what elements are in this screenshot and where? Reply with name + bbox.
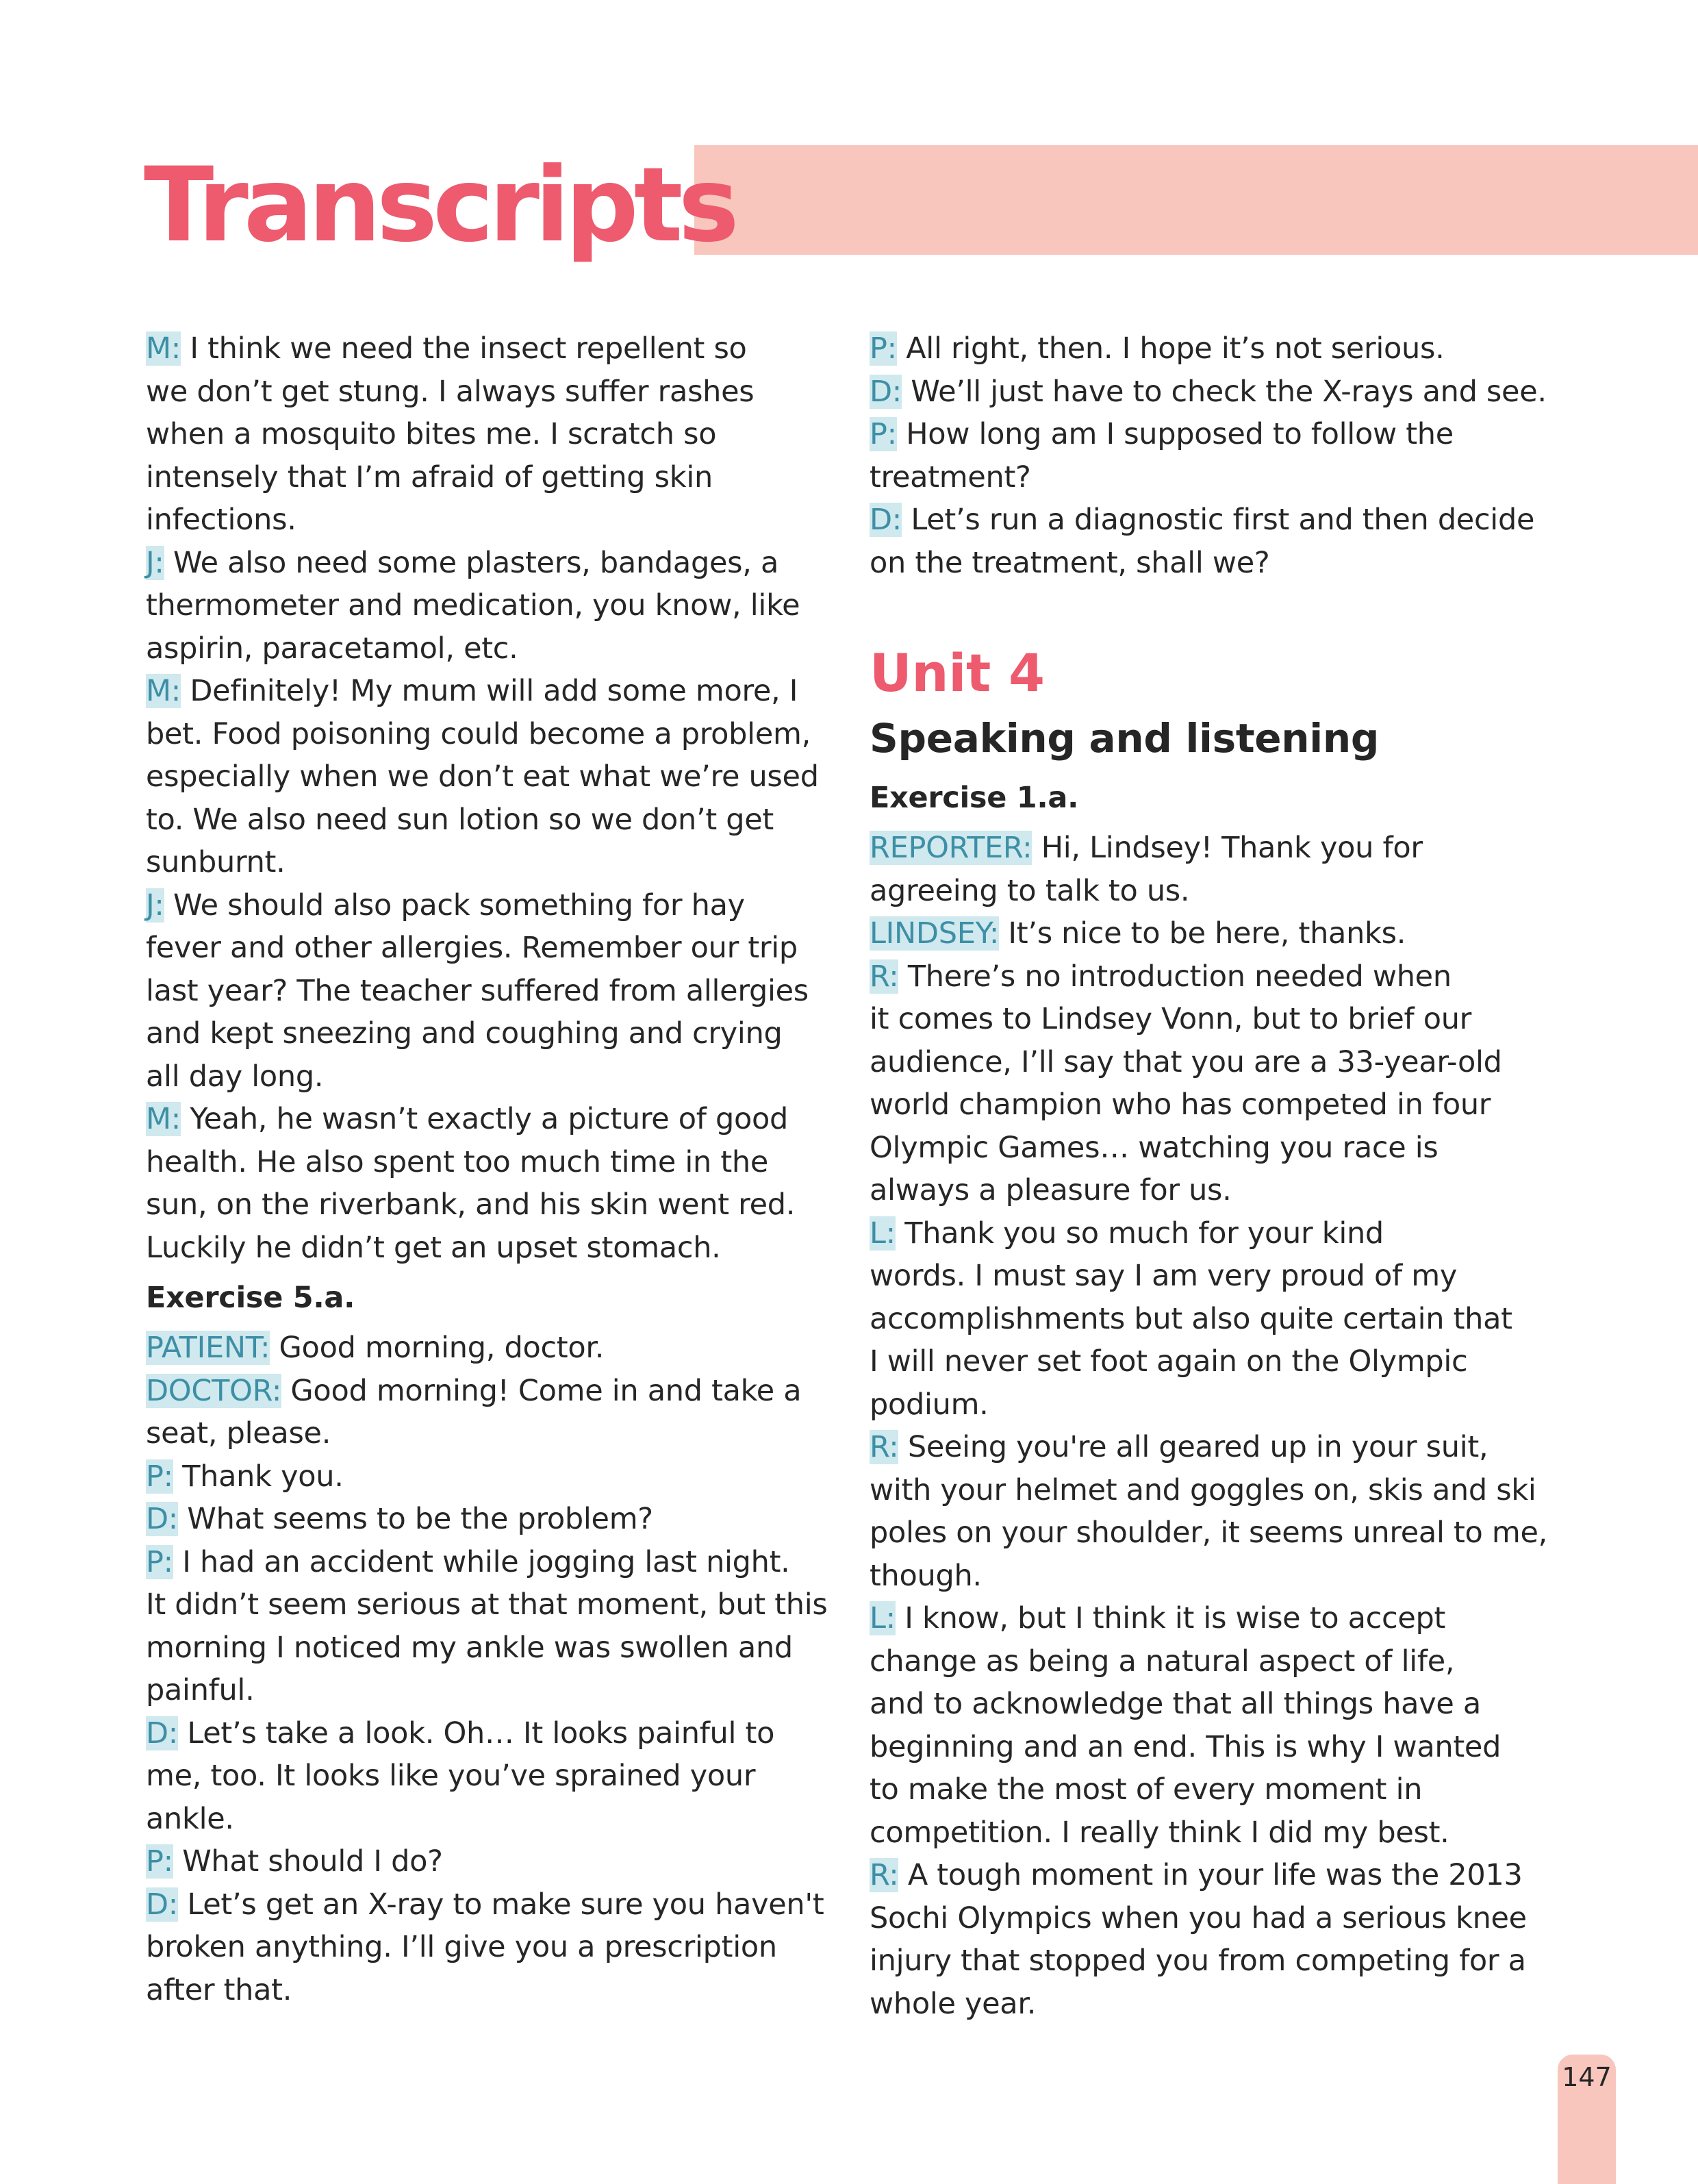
transcript-line — [146, 927, 831, 970]
line-text: It’s nice to be here, thanks. — [999, 916, 1406, 951]
line-text: last year? The teacher suffered from allergies — [146, 973, 809, 1008]
transcript-line — [870, 1255, 1568, 1298]
transcript-line — [870, 1640, 1568, 1683]
transcript-line — [870, 499, 1568, 542]
spacer — [870, 584, 1568, 639]
line-text: seat, please. — [146, 1416, 331, 1451]
transcript-line — [146, 1840, 831, 1883]
line-text: Let’s run a diagnostic first and then decide — [902, 503, 1535, 537]
line-text: thermometer and medication, you know, like — [146, 588, 800, 623]
transcript-line — [870, 1083, 1568, 1127]
transcript-line — [870, 1511, 1568, 1555]
line-text: to. We also need sun lotion so we don’t get — [146, 802, 774, 837]
transcript-line — [870, 456, 1568, 499]
line-text: accomplishments but also quite certain that — [870, 1301, 1512, 1336]
line-text: treatment? — [870, 460, 1031, 494]
exercise-heading: Exercise 5.a. — [146, 1281, 355, 1315]
section-heading: Speaking and listening — [870, 715, 1380, 762]
line-text: injury that stopped you from competing for a — [870, 1944, 1526, 1978]
line-text: competition. I really think I did my best. — [870, 1815, 1449, 1850]
line-text: Good morning! Come in and take a — [281, 1373, 802, 1408]
line-text: intensely that I’m afraid of getting skin — [146, 460, 713, 494]
line-text: sunburnt. — [146, 845, 286, 879]
transcript-line — [146, 627, 831, 670]
line-text: though. — [870, 1558, 982, 1593]
speaker-label: D: — [870, 503, 902, 537]
line-text: Thank you. — [173, 1459, 344, 1494]
line-text: painful. — [146, 1673, 255, 1707]
transcript-line — [870, 371, 1568, 414]
speaker-label: J: — [146, 888, 164, 922]
speaker-label: P: — [146, 1459, 173, 1494]
line-text: Thank you so much for your kind — [895, 1216, 1384, 1251]
transcript-line — [146, 413, 831, 456]
transcript-line — [146, 456, 831, 499]
transcript-line — [870, 1768, 1568, 1811]
line-text: morning I noticed my ankle was swollen and — [146, 1630, 793, 1665]
transcript-line — [146, 1798, 831, 1841]
transcript-line — [146, 1012, 831, 1055]
transcript-line — [146, 1583, 831, 1627]
transcript-line — [870, 1726, 1568, 1769]
speaker-label: R: — [870, 959, 899, 994]
line-text: All right, then. I hope it’s not serious. — [896, 331, 1445, 366]
transcript-line — [146, 1327, 831, 1370]
transcript-block — [870, 827, 1568, 2025]
line-text: it comes to Lindsey Vonn, but to brief our — [870, 1002, 1472, 1036]
line-text: after that. — [146, 1972, 292, 2007]
transcript-line — [870, 955, 1568, 999]
speaker-label: LINDSEY: — [870, 916, 1000, 951]
line-text: It didn’t seem serious at that moment, but this — [146, 1587, 828, 1622]
exercise-heading: Exercise 1.a. — [870, 781, 1079, 815]
line-text: and kept sneezing and coughing and crying — [146, 1016, 783, 1051]
line-text: and to acknowledge that all things have a — [870, 1687, 1481, 1721]
speaker-label: P: — [870, 331, 897, 366]
line-text: Let’s take a look. Oh… It looks painful to — [178, 1716, 775, 1750]
transcript-line — [870, 1212, 1568, 1255]
transcript-line — [146, 1712, 831, 1755]
transcript-line — [146, 1498, 831, 1541]
line-text: especially when we don’t eat what we’re used — [146, 760, 819, 794]
line-text: bet. Food poisoning could become a problem, — [146, 716, 811, 751]
transcript-block — [870, 327, 1568, 584]
transcript-line — [870, 1298, 1568, 1341]
line-text: Seeing you're all geared up in your suit, — [898, 1430, 1488, 1464]
transcript-line — [146, 1055, 831, 1099]
line-text: infections. — [146, 503, 296, 537]
line-text: health. He also spent too much time in the — [146, 1144, 769, 1179]
transcript-line — [146, 884, 831, 927]
transcript-line — [870, 327, 1568, 371]
transcript-line — [146, 371, 831, 414]
transcript-block — [146, 1327, 831, 2011]
line-text: to make the most of every moment in — [870, 1772, 1423, 1807]
transcript-line — [146, 1183, 831, 1227]
transcript-line — [146, 1969, 831, 2012]
transcript-line — [870, 998, 1568, 1041]
transcript-line — [146, 670, 831, 713]
transcript-line — [146, 1669, 831, 1712]
transcript-line — [870, 1811, 1568, 1855]
line-text: There’s no introduction needed when — [898, 959, 1452, 994]
speaker-label: PATIENT: — [146, 1331, 270, 1365]
transcript-line — [146, 755, 831, 799]
transcript-line — [146, 1541, 831, 1584]
line-text: I think we need the insect repellent so — [181, 331, 747, 366]
speaker-label: D: — [146, 1887, 178, 1922]
transcript-line — [870, 1940, 1568, 1983]
line-text: world champion who has competed in four — [870, 1088, 1491, 1122]
line-text: Definitely! My mum will add some more, I — [181, 674, 798, 708]
speaker-label: P: — [146, 1844, 173, 1879]
transcript-line — [870, 1127, 1568, 1170]
line-text: We also need some plasters, bandages, a — [164, 545, 779, 580]
transcript-line — [870, 827, 1568, 870]
line-text: Hi, Lindsey! Thank you for — [1032, 831, 1423, 865]
speaker-label: L: — [870, 1601, 896, 1635]
transcript-block — [146, 327, 831, 1269]
transcript-line — [146, 799, 831, 842]
speaker-label: R: — [870, 1430, 899, 1464]
line-text: Good morning, doctor. — [270, 1331, 605, 1365]
line-text: ankle. — [146, 1801, 234, 1836]
line-text: broken anything. I’ll give you a prescription — [146, 1930, 777, 1964]
title-band — [694, 145, 1698, 255]
transcript-line — [870, 1897, 1568, 1940]
transcript-line — [870, 1469, 1568, 1512]
line-text: What seems to be the problem? — [178, 1502, 653, 1536]
line-text: poles on your shoulder, it seems unreal to me, — [870, 1516, 1548, 1550]
transcript-line — [146, 1141, 831, 1184]
transcript-line — [146, 970, 831, 1013]
line-text: I will never set foot again on the Olympic — [870, 1344, 1468, 1379]
transcript-line — [870, 1426, 1568, 1469]
transcript-line — [146, 1926, 831, 1969]
line-text: on the treatment, shall we? — [870, 545, 1270, 580]
transcript-line — [146, 1412, 831, 1455]
line-text: me, too. It looks like you’ve sprained your — [146, 1759, 756, 1793]
line-text: all day long. — [146, 1059, 324, 1094]
speaker-label: D: — [146, 1716, 178, 1750]
speaker-label: J: — [146, 545, 164, 580]
right-column — [870, 327, 1568, 2025]
transcript-line — [870, 1983, 1568, 2026]
line-text: fever and other allergies. Remember our trip — [146, 931, 798, 965]
speaker-label: DOCTOR: — [146, 1373, 282, 1408]
line-text: podium. — [870, 1387, 989, 1422]
line-text: audience, I’ll say that you are a 33-year-old — [870, 1044, 1502, 1079]
speaker-label: M: — [146, 331, 181, 366]
line-text: I know, but I think it is wise to accept — [895, 1601, 1446, 1635]
transcript-line — [146, 1883, 831, 1926]
speaker-label: P: — [870, 417, 897, 451]
page-title: Transcripts — [144, 146, 735, 265]
transcript-line — [870, 1041, 1568, 1084]
transcript-line — [870, 1854, 1568, 1897]
unit-heading: Unit 4 — [870, 642, 1045, 703]
speaker-label: L: — [870, 1216, 896, 1251]
line-text: Olympic Games… watching you race is — [870, 1130, 1439, 1165]
transcript-line — [146, 713, 831, 756]
speaker-label: R: — [870, 1858, 899, 1892]
speaker-label: M: — [146, 1102, 181, 1136]
speaker-label: P: — [146, 1544, 173, 1579]
line-text: aspirin, paracetamol, etc. — [146, 631, 518, 666]
line-text: Luckily he didn’t get an upset stomach. — [146, 1230, 721, 1265]
transcript-line — [870, 1169, 1568, 1212]
transcript-line — [870, 413, 1568, 456]
transcript-line — [146, 1227, 831, 1270]
transcript-line — [870, 542, 1568, 585]
line-text: with your helmet and goggles on, skis and ski — [870, 1472, 1536, 1507]
line-text: words. I must say I am very proud of my — [870, 1259, 1457, 1293]
speaker-label: REPORTER: — [870, 831, 1032, 865]
line-text: Let’s get an X-ray to make sure you haven't — [178, 1887, 824, 1922]
speaker-label: D: — [870, 374, 902, 409]
line-text: agreeing to talk to us. — [870, 873, 1190, 908]
transcript-line — [870, 1597, 1568, 1640]
left-column — [146, 327, 831, 2011]
transcript-line — [870, 1340, 1568, 1383]
speaker-label: M: — [146, 674, 181, 708]
page-number: 147 — [1562, 2062, 1612, 2092]
line-text: change as being a natural aspect of life, — [870, 1644, 1455, 1679]
transcript-line — [870, 912, 1568, 955]
line-text: A tough moment in your life was the 2013 — [898, 1858, 1523, 1892]
transcript-line — [146, 1098, 831, 1141]
line-text: whole year. — [870, 1986, 1037, 2021]
transcript-line — [870, 870, 1568, 913]
transcript-line — [146, 1627, 831, 1670]
transcript-line — [146, 1370, 831, 1413]
line-text: sun, on the riverbank, and his skin went red. — [146, 1188, 796, 1222]
transcript-line — [146, 327, 831, 371]
line-text: I had an accident while jogging last night. — [173, 1544, 790, 1579]
line-text: we don’t get stung. I always suffer rashes — [146, 374, 755, 409]
line-text: beginning and an end. This is why I wanted — [870, 1729, 1501, 1764]
line-text: Sochi Olympics when you had a serious knee — [870, 1900, 1527, 1935]
transcript-line — [870, 1555, 1568, 1598]
speaker-label: D: — [146, 1502, 178, 1536]
transcript-line — [146, 542, 831, 585]
transcript-line — [146, 499, 831, 542]
line-text: How long am I supposed to follow the — [896, 417, 1454, 451]
transcript-line — [146, 1755, 831, 1798]
transcript-line — [146, 841, 831, 884]
line-text: always a pleasure for us. — [870, 1173, 1232, 1207]
transcript-line — [146, 1455, 831, 1498]
transcript-line — [870, 1683, 1568, 1726]
transcript-line — [146, 584, 831, 627]
line-text: when a mosquito bites me. I scratch so — [146, 417, 717, 451]
line-text: We’ll just have to check the X-rays and see. — [902, 374, 1547, 409]
line-text: Yeah, he wasn’t exactly a picture of good — [181, 1102, 789, 1136]
line-text: We should also pack something for hay — [164, 888, 745, 922]
transcript-line — [870, 1383, 1568, 1427]
line-text: What should I do? — [173, 1844, 443, 1879]
